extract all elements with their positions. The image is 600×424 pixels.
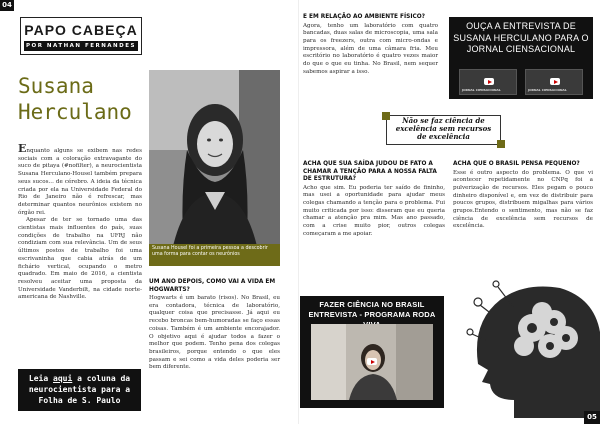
- qa-structure: [303, 161, 445, 238]
- close-quote-mark: [497, 140, 505, 148]
- column-title: PAPO CABEÇA: [24, 22, 138, 38]
- read-column-box[interactable]: [18, 369, 141, 411]
- intro-paragraph-2: Apesar de ter se tornado uma das cientistas mais influentes do país, suas condições de trabalho na UFRJ não condiziam com sua relevância. Um de seus últimos postos de trabalho foi uma escrivaninha que cabia atrás de um fichário vertical, ocupando o metro quadrado. Em maio de 2016, a cientista resolveu aceitar uma proposta da Universidade Vanderbilt, na cidade norte-americana de Nashville.: [18, 217, 142, 301]
- read-box-line-3: Folha de S. Paulo: [38, 396, 121, 405]
- audio-thumbnail-2-label: JORNAL CIENSACIONAL: [528, 88, 567, 92]
- audio-thumbnail-1[interactable]: [459, 69, 517, 95]
- qa-brazil: [453, 161, 593, 231]
- interviewee-photo: [149, 70, 280, 266]
- qa-brazil-question: ACHA QUE O BRASIL PENSA PEQUENO?: [453, 161, 580, 167]
- audio-thumbnail-1-label: JORNAL CIENSACIONAL: [462, 88, 501, 92]
- page-number-right: 05: [584, 411, 600, 424]
- column-header: [20, 17, 142, 55]
- dropcap: E: [18, 142, 27, 155]
- qa-environment-question: E EM RELAÇÃO AO AMBIENTE FÍSICO?: [303, 14, 426, 20]
- interviewee-first-name: Susana: [18, 74, 94, 98]
- read-column-link[interactable]: aqui: [53, 374, 73, 383]
- photo-caption: Susana Housel foi a primeira pessoa a descobrir uma forma para contar os neurônios: [149, 244, 280, 266]
- intro-paragraph-1: nquanto alguns se exibem nas redes sociais com a coloração extravagante do suco de pitaya (#nofilter), a neurocientista Susana Herculano-Housel também prepara seus sucos... de cérebro. A ideia da técnica criada por ela na Universidade Federal do Rio de Janeiro não é refrescar, mas determinar quantos neurônios existem no órgão rei.: [18, 148, 142, 216]
- pull-quote-text: Não se faz ciência de excelência sem recursos de excelência: [395, 116, 492, 142]
- video-box-title-1: FAZER CIÊNCIA NO BRASIL: [319, 300, 425, 309]
- qa-middle-answer: Hogwarts é um barato (risos). No Brasil, eu era contadora, técnica de laboratório, qualquer coisa que precisasse. Já aqui eu recebo broncas bem-humoradas se faço essas coisas. Também é um ambiente encorajador. O objetivo aqui é ajudar todos a fazer o melhor que podem. Tenho pena dos colegas brasileiros, porque entendo o que eles passam e sei como a vida deles poderia ser bem diferente.: [149, 295, 280, 371]
- qa-middle: [149, 279, 280, 372]
- qa-middle-question: UM ANO DEPOIS, COMO VAI A VIDA EM HOGWARTS?: [149, 279, 276, 293]
- qa-environment: [303, 14, 438, 76]
- audio-thumbnail-2[interactable]: [525, 69, 583, 95]
- pull-quote-box: [380, 111, 507, 149]
- read-box-suffix: a coluna da: [72, 374, 131, 383]
- qa-environment-answer: Agora, tenho um laboratório com quatro bancadas, duas salas de microscopia, uma sala para os freezers, outra com micro-ondas e impressora, além de uma câmara fria. Meu escritório no laboratório é quatro vezes maior do que o que eu tinha. No Brasil, nem sequer sabemos aspirar a isso.: [303, 22, 438, 75]
- page-number-left: 04: [0, 0, 14, 11]
- video-thumbnail[interactable]: [311, 324, 433, 400]
- qa-structure-question: ACHA QUE SUA SAÍDA JUDOU DE FATO A CHAMAR A TENÇÃO PARA A NOSSA FALTA DE ESTRUTURA?: [303, 161, 437, 182]
- interviewee-last-name: Herculano: [18, 100, 132, 124]
- column-subtitle: POR NATHAN FERNANDES: [24, 41, 138, 51]
- open-quote-mark: [382, 112, 390, 120]
- qa-structure-answer: Acho que sim. Eu poderia ter saído de fininho, mas usei a oportunidade para ajudar meus colegas chamando a tenção para o problema. Fui muito criticada por isso: disseram que eu queria chamar a atenção pra mim. Mas ano passado, com a crise muito pior, outros colegas começaram a me apoiar.: [303, 184, 445, 237]
- video-interview-box[interactable]: [300, 296, 444, 408]
- intro-text: [18, 142, 142, 302]
- page-gutter: [298, 0, 299, 424]
- audio-interview-box[interactable]: [449, 17, 593, 99]
- play-icon[interactable]: [550, 78, 560, 85]
- read-box-prefix: Leia: [28, 374, 54, 383]
- play-icon[interactable]: [367, 358, 377, 365]
- play-icon[interactable]: [484, 78, 494, 85]
- brain-head-illustration: [462, 272, 600, 418]
- read-box-line-2: neurocientista para a: [28, 385, 131, 394]
- portrait-silhouette: [149, 70, 280, 266]
- video-box-title-2: ENTREVISTA - PROGRAMA RODA: [308, 310, 436, 319]
- audio-box-title: OUÇA A ENTREVISTA DE SUSANA HERCULANO PARA O JORNAL CIENSACIONAL: [453, 21, 589, 54]
- qa-brazil-answer: Esse é outro aspecto do problema. O que vi acontecer repetidamente no CNPq foi a pulverização de recursos. Eles pegam o pouco dinheiro disponível e, em vez de distribuir para poucos grupos, distribuem migalhas para vários grupos.Entendo o sentimento, mas não se faz ciência de excelência sem recursos de excelência.: [453, 169, 593, 230]
